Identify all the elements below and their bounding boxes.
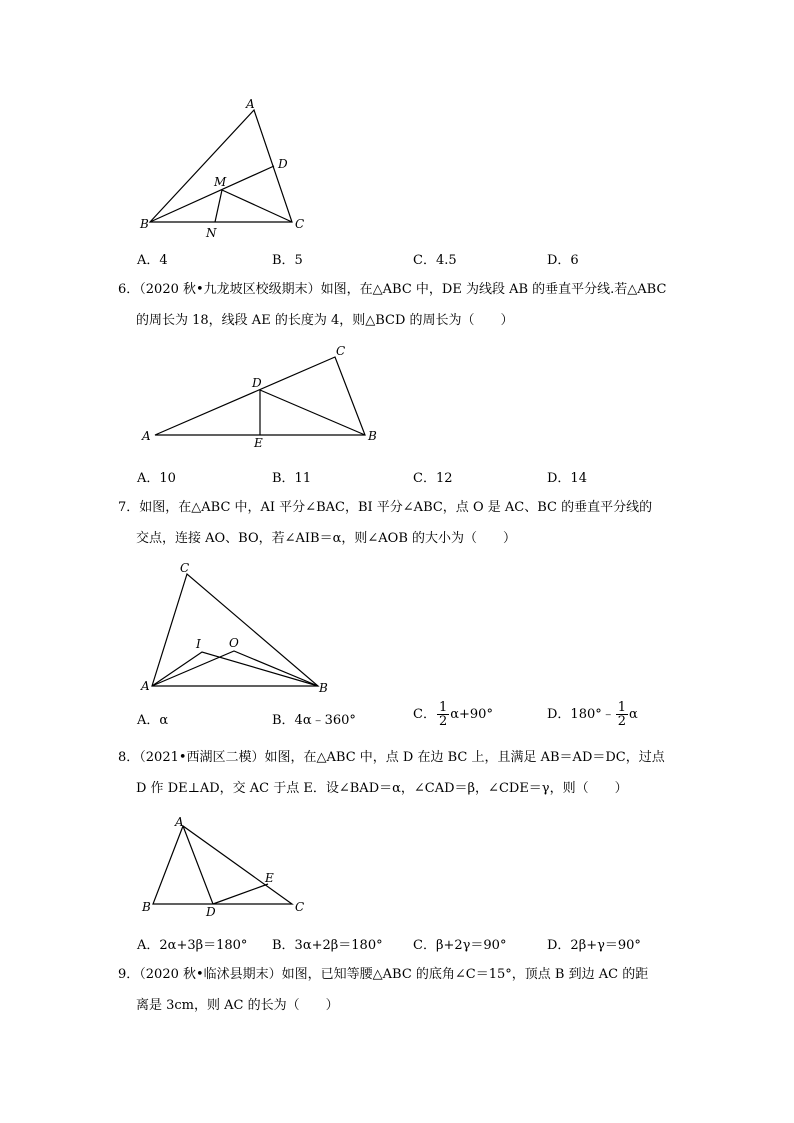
q8-segment-de <box>213 884 268 904</box>
q6-label-e: E <box>254 436 263 450</box>
q5-label-a: A <box>246 97 255 111</box>
q6-option-c[interactable]: C．12 <box>413 471 453 486</box>
q9-question-text <box>118 959 678 1021</box>
q6-line-1: 6．（2020 秋•九龙坡区校级期末）如图，在△ABC 中，DE 为线段 AB 的垂直平分线.若△ABC <box>118 282 667 297</box>
q8-line-2: D 作 DE⊥AD，交 AC 于点 E．设∠BAD＝α，∠CAD＝β，∠CDE＝γ，则（ ） <box>136 781 628 796</box>
q6-option-d[interactable]: D．14 <box>547 471 587 486</box>
q8-label-c: C <box>295 900 305 914</box>
q7-option-d-denominator: 2 <box>617 714 627 729</box>
q5-option-b[interactable]: B．5 <box>272 253 303 268</box>
q5-option-a[interactable]: A．4 <box>137 253 168 268</box>
q8-option-d[interactable]: D．2β+γ＝90° <box>547 938 641 953</box>
q7-label-o: O <box>229 636 239 650</box>
q8-label-a: A <box>175 815 184 829</box>
q6-line-2: 的周长为 18，线段 AE 的长度为 4，则△BCD 的周长为（ ） <box>136 313 514 328</box>
q7-option-c-suffix: α+90° <box>450 707 493 722</box>
q7-option-d-suffix: α <box>629 707 638 722</box>
q8-option-c[interactable]: C．β+2γ＝90° <box>413 938 507 953</box>
q6-option-b[interactable]: B．11 <box>272 471 312 486</box>
q5-option-d[interactable]: D．6 <box>547 253 579 268</box>
q8-triangle-abc <box>153 826 292 904</box>
q7-label-i: I <box>196 637 201 651</box>
q7-label-b: B <box>319 681 328 695</box>
q7-label-a: A <box>141 679 150 693</box>
q8-option-b[interactable]: B．3α+2β＝180° <box>272 938 383 953</box>
q6-label-a: A <box>142 429 151 443</box>
q7-option-b[interactable]: B．4α﹣360° <box>272 713 356 728</box>
q7-option-c-prefix: C． <box>413 707 436 722</box>
q9-line-1: 9．（2020 秋•临沭县期末）如图，已知等腰△ABC 的底角∠C＝15°，顶点 B 到边 AC 的距 <box>118 967 649 982</box>
q8-option-a[interactable]: A．2α+3β＝180° <box>137 938 248 953</box>
q8-label-d: D <box>206 905 216 919</box>
q6-option-a[interactable]: A．10 <box>137 471 176 486</box>
q6-label-b: B <box>368 429 377 443</box>
q7-line-2: 交点，连接 AO、BO，若∠AIB＝α，则∠AOB 的大小为（ ） <box>136 531 517 546</box>
q5-option-c[interactable]: C．4.5 <box>413 253 457 268</box>
q9-line-2: 离是 3cm，则 AC 的长为（ ） <box>136 998 339 1013</box>
q5-label-n: N <box>206 226 217 240</box>
q8-segment-ad <box>183 826 213 904</box>
q8-label-e: E <box>265 871 274 885</box>
q5-label-d: D <box>278 157 288 171</box>
q7-line-1: 7．如图，在△ABC 中，AI 平分∠BAC，BI 平分∠ABC，点 O 是 AC、BC 的垂直平分线的 <box>118 500 653 515</box>
q8-line-1: 8．（2021•西湖区二模）如图，在△ABC 中，点 D 在边 BC 上，且满足 AB＝AD＝DC，过点 <box>118 750 665 765</box>
q5-label-m: M <box>214 175 227 189</box>
q7-label-c: C <box>180 561 190 575</box>
q5-label-c: C <box>295 217 305 231</box>
q7-option-c-denominator: 2 <box>438 714 448 729</box>
q5-label-b: B <box>140 217 149 231</box>
q7-option-c-numerator: 1 <box>438 700 448 715</box>
q7-option-d-prefix: D．180°﹣ <box>547 707 615 722</box>
q8-label-b: B <box>142 900 151 914</box>
q6-label-d: D <box>252 376 262 390</box>
q7-option-a[interactable]: A．α <box>137 713 169 728</box>
q6-label-c: C <box>336 344 346 358</box>
q7-option-d-numerator: 1 <box>617 700 627 715</box>
